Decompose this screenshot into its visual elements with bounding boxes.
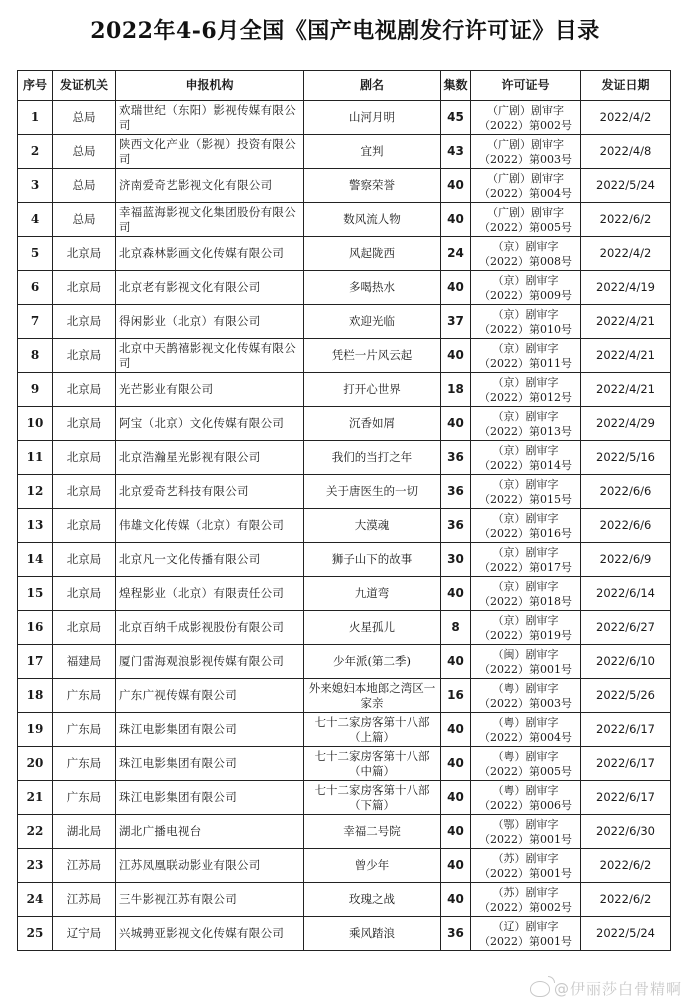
cell-drama: 欢迎光临 <box>304 305 441 339</box>
table-row <box>18 169 671 203</box>
license-line-2: （2022）第002号 <box>479 900 572 914</box>
license-line-2: （2022）第003号 <box>479 696 572 710</box>
cell-drama: 七十二家房客第十八部（下篇） <box>304 781 441 815</box>
cell-authority: 湖北局 <box>53 815 116 849</box>
cell-date: 2022/6/17 <box>581 781 671 815</box>
table-row <box>18 883 671 917</box>
cell-seq: 24 <box>18 883 53 917</box>
table-row <box>18 679 671 713</box>
license-line-2: （2022）第014号 <box>479 458 572 472</box>
cell-drama: 幸福二号院 <box>304 815 441 849</box>
cell-seq: 4 <box>18 203 53 237</box>
cell-drama: 宜判 <box>304 135 441 169</box>
cell-date: 2022/6/2 <box>581 203 671 237</box>
cell-authority: 辽宁局 <box>53 917 116 951</box>
cell-episodes: 36 <box>441 917 471 951</box>
cell-seq: 12 <box>18 475 53 509</box>
cell-date: 2022/5/24 <box>581 917 671 951</box>
table-row <box>18 713 671 747</box>
cell-license <box>471 815 581 849</box>
cell-episodes: 18 <box>441 373 471 407</box>
cell-date: 2022/6/10 <box>581 645 671 679</box>
license-line-2: （2022）第004号 <box>479 730 572 744</box>
table-row <box>18 781 671 815</box>
cell-authority: 北京局 <box>53 271 116 305</box>
license-line-2: （2022）第001号 <box>479 832 572 846</box>
cell-seq: 17 <box>18 645 53 679</box>
cell-license <box>471 917 581 951</box>
cell-organization: 三牛影视江苏有限公司 <box>116 883 304 917</box>
cell-date: 2022/4/21 <box>581 373 671 407</box>
header-organization: 申报机构 <box>116 71 304 101</box>
cell-license <box>471 135 581 169</box>
cell-seq: 19 <box>18 713 53 747</box>
cell-authority: 北京局 <box>53 373 116 407</box>
license-line-2: （2022）第016号 <box>479 526 572 540</box>
cell-episodes: 40 <box>441 713 471 747</box>
cell-date: 2022/4/21 <box>581 305 671 339</box>
cell-seq: 13 <box>18 509 53 543</box>
cell-episodes: 40 <box>441 407 471 441</box>
cell-episodes: 40 <box>441 747 471 781</box>
header-authority: 发证机关 <box>53 71 116 101</box>
cell-authority: 福建局 <box>53 645 116 679</box>
license-line-2: （2022）第012号 <box>479 390 572 404</box>
cell-seq: 6 <box>18 271 53 305</box>
table-row <box>18 577 671 611</box>
license-line-2: （2022）第013号 <box>479 424 572 438</box>
license-line-1: （鄂）剧审字 <box>492 817 559 831</box>
cell-episodes: 40 <box>441 645 471 679</box>
cell-organization: 北京中天鹊禧影视文化传媒有限公司 <box>116 339 304 373</box>
license-line-2: （2022）第015号 <box>479 492 572 506</box>
cell-seq: 8 <box>18 339 53 373</box>
license-line-1: （京）剧审字 <box>492 409 559 423</box>
cell-organization: 得闲影业（北京）有限公司 <box>116 305 304 339</box>
cell-authority: 总局 <box>53 135 116 169</box>
table-row <box>18 271 671 305</box>
cell-authority: 北京局 <box>53 577 116 611</box>
cell-date: 2022/6/17 <box>581 747 671 781</box>
cell-seq: 18 <box>18 679 53 713</box>
cell-drama: 凭栏一片风云起 <box>304 339 441 373</box>
cell-episodes: 16 <box>441 679 471 713</box>
license-line-2: （2022）第006号 <box>479 798 572 812</box>
cell-authority: 北京局 <box>53 407 116 441</box>
cell-organization: 北京老有影视文化有限公司 <box>116 271 304 305</box>
cell-license <box>471 271 581 305</box>
cell-seq: 3 <box>18 169 53 203</box>
cell-organization: 幸福蓝海影视文化集团股份有限公司 <box>116 203 304 237</box>
license-line-1: （京）剧审字 <box>492 511 559 525</box>
cell-license <box>471 407 581 441</box>
cell-episodes: 40 <box>441 339 471 373</box>
license-line-1: （广剧）剧审字 <box>487 171 564 185</box>
license-line-1: （粤）剧审字 <box>492 681 559 695</box>
license-line-2: （2022）第001号 <box>479 866 572 880</box>
cell-drama: 少年派(第二季) <box>304 645 441 679</box>
cell-organization: 阿宝（北京）文化传媒有限公司 <box>116 407 304 441</box>
cell-episodes: 43 <box>441 135 471 169</box>
cell-organization: 湖北广播电视台 <box>116 815 304 849</box>
cell-drama: 外来媳妇本地郎之湾区一家亲 <box>304 679 441 713</box>
cell-license <box>471 237 581 271</box>
cell-drama: 七十二家房客第十八部（中篇） <box>304 747 441 781</box>
cell-organization: 济南爱奇艺影视文化有限公司 <box>116 169 304 203</box>
cell-seq: 7 <box>18 305 53 339</box>
cell-date: 2022/6/17 <box>581 713 671 747</box>
table-row <box>18 747 671 781</box>
cell-organization: 厦门雷海观浪影视传媒有限公司 <box>116 645 304 679</box>
cell-date: 2022/4/29 <box>581 407 671 441</box>
license-line-1: （辽）剧审字 <box>492 919 559 933</box>
cell-date: 2022/5/24 <box>581 169 671 203</box>
license-line-2: （2022）第019号 <box>479 628 572 642</box>
header-date: 发证日期 <box>581 71 671 101</box>
table-row <box>18 203 671 237</box>
cell-license <box>471 883 581 917</box>
table-body <box>18 101 671 951</box>
license-line-1: （广剧）剧审字 <box>487 103 564 117</box>
license-line-1: （粤）剧审字 <box>492 749 559 763</box>
cell-license <box>471 509 581 543</box>
license-line-1: （京）剧审字 <box>492 613 559 627</box>
cell-authority: 广东局 <box>53 781 116 815</box>
cell-drama: 沉香如屑 <box>304 407 441 441</box>
cell-organization: 北京凡一文化传播有限公司 <box>116 543 304 577</box>
cell-authority: 总局 <box>53 203 116 237</box>
license-line-2: （2022）第005号 <box>479 764 572 778</box>
cell-seq: 25 <box>18 917 53 951</box>
header-drama: 剧名 <box>304 71 441 101</box>
cell-drama: 我们的当打之年 <box>304 441 441 475</box>
cell-license <box>471 543 581 577</box>
license-line-1: （粤）剧审字 <box>492 783 559 797</box>
cell-drama: 玫瑰之战 <box>304 883 441 917</box>
cell-drama: 火星孤儿 <box>304 611 441 645</box>
cell-organization: 欢瑞世纪（东阳）影视传媒有限公司 <box>116 101 304 135</box>
license-table <box>17 70 671 951</box>
cell-episodes: 40 <box>441 203 471 237</box>
license-line-2: （2022）第004号 <box>479 186 572 200</box>
table-row <box>18 237 671 271</box>
cell-license <box>471 169 581 203</box>
cell-drama: 乘风踏浪 <box>304 917 441 951</box>
license-line-2: （2022）第001号 <box>479 662 572 676</box>
cell-episodes: 36 <box>441 509 471 543</box>
cell-organization: 伟雄文化传媒（北京）有限公司 <box>116 509 304 543</box>
license-line-2: （2022）第009号 <box>479 288 572 302</box>
cell-authority: 广东局 <box>53 679 116 713</box>
license-line-1: （京）剧审字 <box>492 273 559 287</box>
cell-seq: 10 <box>18 407 53 441</box>
cell-organization: 光芒影业有限公司 <box>116 373 304 407</box>
license-line-1: （京）剧审字 <box>492 477 559 491</box>
cell-date: 2022/6/2 <box>581 849 671 883</box>
cell-seq: 5 <box>18 237 53 271</box>
cell-seq: 9 <box>18 373 53 407</box>
cell-seq: 20 <box>18 747 53 781</box>
license-line-2: （2022）第018号 <box>479 594 572 608</box>
cell-authority: 北京局 <box>53 509 116 543</box>
table-row <box>18 815 671 849</box>
cell-seq: 21 <box>18 781 53 815</box>
cell-authority: 北京局 <box>53 441 116 475</box>
cell-license <box>471 203 581 237</box>
header-seq: 序号 <box>18 71 53 101</box>
cell-license <box>471 475 581 509</box>
cell-date: 2022/6/6 <box>581 475 671 509</box>
cell-authority: 广东局 <box>53 747 116 781</box>
cell-authority: 北京局 <box>53 475 116 509</box>
license-line-1: （苏）剧审字 <box>492 851 559 865</box>
cell-authority: 江苏局 <box>53 849 116 883</box>
license-line-2: （2022）第011号 <box>479 356 572 370</box>
license-line-1: （苏）剧审字 <box>492 885 559 899</box>
cell-episodes: 40 <box>441 271 471 305</box>
table-row <box>18 305 671 339</box>
license-line-1: （广剧）剧审字 <box>487 137 564 151</box>
table-row <box>18 373 671 407</box>
cell-seq: 23 <box>18 849 53 883</box>
table-row <box>18 611 671 645</box>
license-line-2: （2022）第001号 <box>479 934 572 948</box>
table-row <box>18 135 671 169</box>
cell-date: 2022/4/21 <box>581 339 671 373</box>
cell-organization: 兴城骋亚影视文化传媒有限公司 <box>116 917 304 951</box>
license-line-1: （京）剧审字 <box>492 375 559 389</box>
cell-episodes: 30 <box>441 543 471 577</box>
cell-license <box>471 679 581 713</box>
cell-license <box>471 339 581 373</box>
cell-organization: 珠江电影集团有限公司 <box>116 781 304 815</box>
license-line-2: （2022）第003号 <box>479 152 572 166</box>
cell-drama: 七十二家房客第十八部（上篇） <box>304 713 441 747</box>
cell-organization: 陕西文化产业（影视）投资有限公司 <box>116 135 304 169</box>
license-line-1: （京）剧审字 <box>492 341 559 355</box>
cell-date: 2022/6/6 <box>581 509 671 543</box>
cell-episodes: 37 <box>441 305 471 339</box>
license-line-2: （2022）第002号 <box>479 118 572 132</box>
cell-authority: 北京局 <box>53 237 116 271</box>
header-license: 许可证号 <box>471 71 581 101</box>
cell-drama: 数风流人物 <box>304 203 441 237</box>
table-row <box>18 441 671 475</box>
cell-episodes: 36 <box>441 441 471 475</box>
cell-date: 2022/5/16 <box>581 441 671 475</box>
cell-license <box>471 373 581 407</box>
cell-authority: 北京局 <box>53 611 116 645</box>
cell-organization: 北京爱奇艺科技有限公司 <box>116 475 304 509</box>
license-table-container <box>17 70 670 951</box>
cell-license <box>471 305 581 339</box>
cell-episodes: 40 <box>441 815 471 849</box>
cell-seq: 22 <box>18 815 53 849</box>
license-line-2: （2022）第010号 <box>479 322 572 336</box>
cell-date: 2022/5/26 <box>581 679 671 713</box>
cell-authority: 北京局 <box>53 543 116 577</box>
watermark-text: @伊丽莎白骨精啊 <box>553 980 682 998</box>
license-line-1: （京）剧审字 <box>492 307 559 321</box>
license-line-1: （广剧）剧审字 <box>487 205 564 219</box>
cell-organization: 珠江电影集团有限公司 <box>116 713 304 747</box>
cell-episodes: 40 <box>441 169 471 203</box>
cell-date: 2022/6/30 <box>581 815 671 849</box>
cell-episodes: 45 <box>441 101 471 135</box>
cell-drama: 九道弯 <box>304 577 441 611</box>
table-header-row <box>18 71 671 101</box>
table-row <box>18 339 671 373</box>
cell-drama: 山河月明 <box>304 101 441 135</box>
table-row <box>18 917 671 951</box>
cell-license <box>471 747 581 781</box>
license-line-1: （京）剧审字 <box>492 443 559 457</box>
cell-date: 2022/4/19 <box>581 271 671 305</box>
header-episodes: 集数 <box>441 71 471 101</box>
cell-authority: 广东局 <box>53 713 116 747</box>
license-line-1: （京）剧审字 <box>492 239 559 253</box>
license-line-1: （粤）剧审字 <box>492 715 559 729</box>
document-title: 2022年4-6月全国《国产电视剧发行许可证》目录 <box>90 18 600 44</box>
cell-drama: 大漠魂 <box>304 509 441 543</box>
cell-authority: 江苏局 <box>53 883 116 917</box>
cell-license <box>471 441 581 475</box>
license-line-2: （2022）第017号 <box>479 560 572 574</box>
cell-episodes: 36 <box>441 475 471 509</box>
cell-drama: 狮子山下的故事 <box>304 543 441 577</box>
cell-drama: 警察荣誉 <box>304 169 441 203</box>
cell-organization: 煌程影业（北京）有限责任公司 <box>116 577 304 611</box>
cell-episodes: 40 <box>441 849 471 883</box>
table-row <box>18 543 671 577</box>
cell-organization: 北京浩瀚星光影视有限公司 <box>116 441 304 475</box>
cell-organization: 广东广视传媒有限公司 <box>116 679 304 713</box>
license-line-1: （京）剧审字 <box>492 545 559 559</box>
cell-episodes: 40 <box>441 577 471 611</box>
cell-seq: 16 <box>18 611 53 645</box>
cell-date: 2022/4/8 <box>581 135 671 169</box>
table-row <box>18 849 671 883</box>
cell-date: 2022/6/2 <box>581 883 671 917</box>
cell-organization: 珠江电影集团有限公司 <box>116 747 304 781</box>
cell-license <box>471 611 581 645</box>
cell-date: 2022/6/27 <box>581 611 671 645</box>
cell-license <box>471 101 581 135</box>
cell-seq: 14 <box>18 543 53 577</box>
cell-license <box>471 849 581 883</box>
table-row <box>18 407 671 441</box>
cell-authority: 总局 <box>53 101 116 135</box>
cell-drama: 关于唐医生的一切 <box>304 475 441 509</box>
cell-license <box>471 577 581 611</box>
cell-date: 2022/6/9 <box>581 543 671 577</box>
cell-episodes: 24 <box>441 237 471 271</box>
cell-date: 2022/6/14 <box>581 577 671 611</box>
cell-drama: 多喝热水 <box>304 271 441 305</box>
cell-authority: 北京局 <box>53 339 116 373</box>
weibo-icon <box>530 981 550 997</box>
cell-organization: 江苏凤凰联动影业有限公司 <box>116 849 304 883</box>
cell-seq: 1 <box>18 101 53 135</box>
cell-organization: 北京百纳千成影视股份有限公司 <box>116 611 304 645</box>
cell-license <box>471 645 581 679</box>
table-row <box>18 475 671 509</box>
cell-seq: 11 <box>18 441 53 475</box>
license-line-2: （2022）第008号 <box>479 254 572 268</box>
cell-episodes: 40 <box>441 781 471 815</box>
cell-date: 2022/4/2 <box>581 101 671 135</box>
license-line-2: （2022）第005号 <box>479 220 572 234</box>
cell-episodes: 40 <box>441 883 471 917</box>
cell-license <box>471 713 581 747</box>
cell-seq: 15 <box>18 577 53 611</box>
license-line-1: （京）剧审字 <box>492 579 559 593</box>
watermark <box>530 978 682 999</box>
cell-authority: 总局 <box>53 169 116 203</box>
license-line-1: （闽）剧审字 <box>492 647 559 661</box>
cell-seq: 2 <box>18 135 53 169</box>
cell-authority: 北京局 <box>53 305 116 339</box>
cell-drama: 打开心世界 <box>304 373 441 407</box>
cell-license <box>471 781 581 815</box>
table-row <box>18 509 671 543</box>
cell-organization: 北京森林影画文化传媒有限公司 <box>116 237 304 271</box>
cell-episodes: 8 <box>441 611 471 645</box>
table-row <box>18 645 671 679</box>
cell-date: 2022/4/2 <box>581 237 671 271</box>
cell-drama: 风起陇西 <box>304 237 441 271</box>
table-row <box>18 101 671 135</box>
cell-drama: 曾少年 <box>304 849 441 883</box>
